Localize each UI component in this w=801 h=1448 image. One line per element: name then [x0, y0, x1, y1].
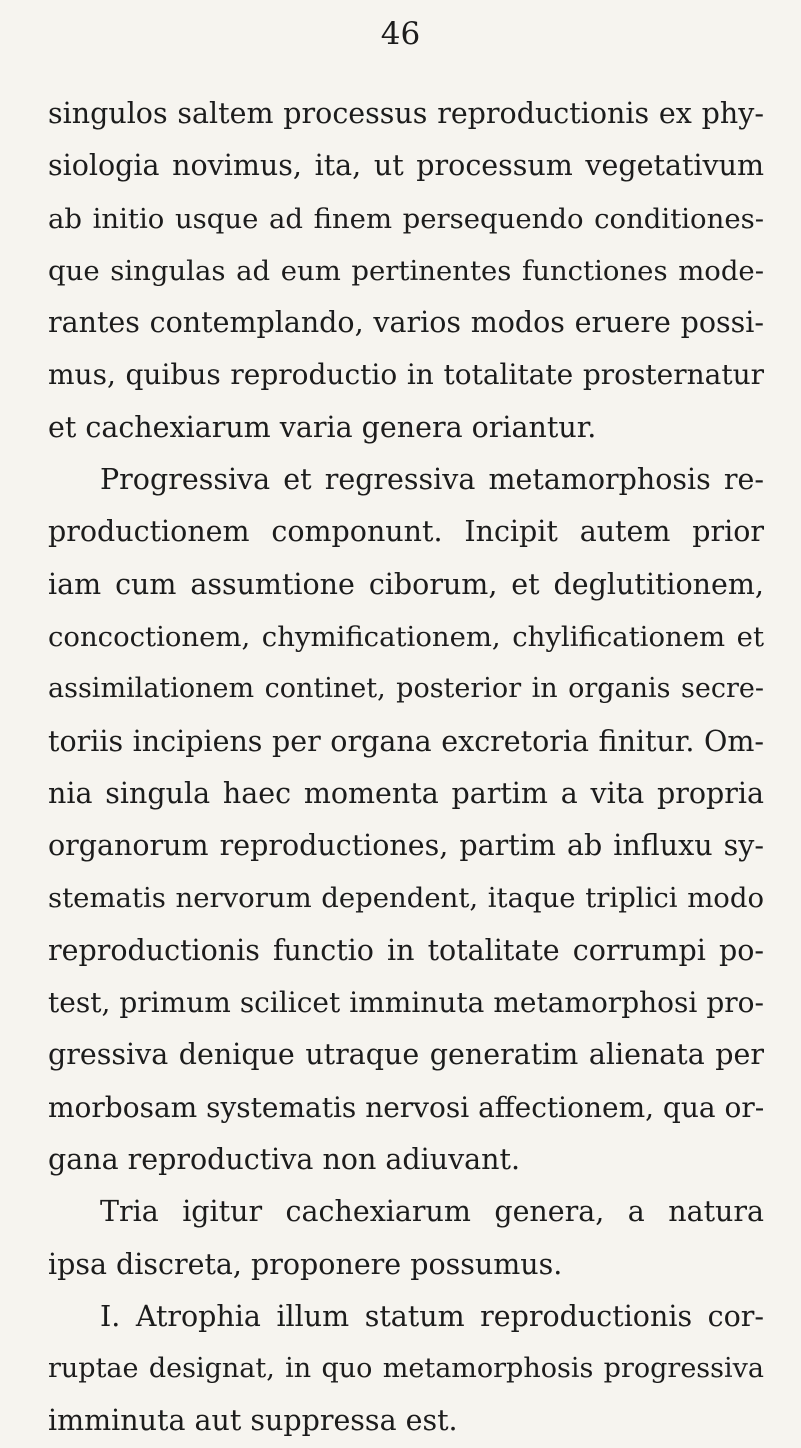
text-line: assimilationem continet, posterior in organis secre-	[48, 673, 764, 705]
text-line: gressiva denique utraque generatim alienata per	[48, 1038, 764, 1072]
text-line: concoctionem, chymificationem, chylificationem et	[48, 620, 764, 653]
text-line: rantes contemplando, varios modos eruere possi-	[48, 306, 764, 340]
text-line: que singulas ad eum pertinentes functiones mode-	[48, 254, 764, 287]
text-line: Tria igitur cachexiarum genera, a natura	[100, 1195, 764, 1229]
text-line: singulos saltem processus reproductionis ex phy-	[48, 97, 764, 130]
text-line: productionem componunt. Incipit autem prior	[48, 515, 764, 549]
text-line: imminuta aut suppressa est.	[48, 1404, 458, 1438]
text-line: et cachexiarum varia genera oriantur.	[48, 410, 597, 444]
page-number: 46	[380, 16, 421, 52]
text-line: siologia novimus, ita, ut processum vegetativum	[48, 149, 764, 183]
text-line: ab initio usque ad finem persequendo conditiones-	[48, 202, 764, 235]
text-line: nia singula haec momenta partim a vita propria	[48, 776, 764, 810]
text-line: Progressiva et regressiva metamorphosis re-	[100, 463, 764, 497]
text-line: gana reproductiva non adiuvant.	[48, 1142, 521, 1176]
text-line: iam cum assumtione ciborum, et deglutitionem,	[48, 567, 764, 601]
text-line: morbosam systematis nervosi affectionem, qua or-	[48, 1090, 765, 1124]
text-line: reproductionis functio in totalitate corrumpi po-	[48, 933, 764, 967]
text-line: organorum reproductiones, partim ab influxu sy-	[48, 829, 764, 863]
text-line: stematis nervorum dependent, itaque triplici modo	[48, 882, 764, 915]
text-line: I. Atrophia illum statum reproductionis cor-	[100, 1299, 764, 1333]
text-line: mus, quibus reproductio in totalitate prosternatur	[48, 358, 764, 392]
text-line: ruptae designat, in quo metamorphosis progressiva	[48, 1353, 764, 1385]
text-line: ipsa discreta, proponere possumus.	[48, 1247, 563, 1281]
text-line: toriis incipiens per organa excretoria finitur. Om-	[48, 724, 764, 758]
text-line: test, primum scilicet imminuta metamorphosi pro-	[48, 986, 764, 1020]
body-text	[48, 88, 764, 1448]
